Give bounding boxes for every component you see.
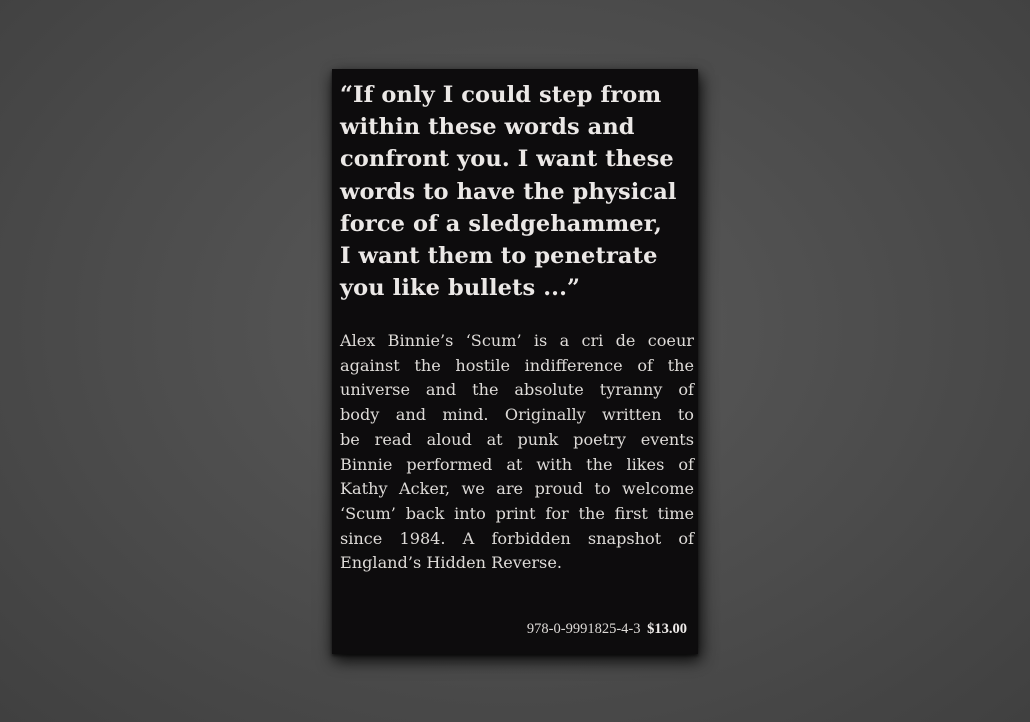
quote-line: within these words and <box>340 114 635 141</box>
description-line: since 1984. A forbidden snapshot of <box>340 528 694 548</box>
quote-line: words to have the physical <box>340 178 677 205</box>
description-line: be read aloud at punk poetry events <box>340 429 694 449</box>
isbn-price-line <box>527 621 687 638</box>
quote-line: confront you. I want these <box>340 146 674 173</box>
quote-line: you like bullets ...” <box>340 275 581 302</box>
description-line: England’s Hidden Reverse. <box>340 553 562 573</box>
description-line: universe and the absolute tyranny of <box>340 380 694 400</box>
isbn: 978-0-9991825-4-3 <box>526 621 641 637</box>
description-line: Binnie performed at with the likes of <box>340 454 694 474</box>
quote-line: I want them to penetrate <box>340 243 658 270</box>
pull-quote <box>340 79 692 304</box>
description-line: ‘Scum’ back into print for the first time <box>340 503 694 523</box>
quote-line: “If only I could step from <box>340 82 662 108</box>
price: $13.00 <box>647 621 687 637</box>
description-line: against the hostile indifference of the <box>340 355 694 375</box>
book-back-cover <box>332 69 698 654</box>
description-line: Kathy Acker, we are proud to welcome <box>340 479 694 499</box>
description-line: body and mind. Originally written to <box>340 405 694 425</box>
book-description <box>340 329 694 576</box>
quote-line: force of a sledgehammer, <box>340 210 662 237</box>
description-line: Alex Binnie’s ‘Scum’ is a cri de coeur <box>340 331 694 350</box>
